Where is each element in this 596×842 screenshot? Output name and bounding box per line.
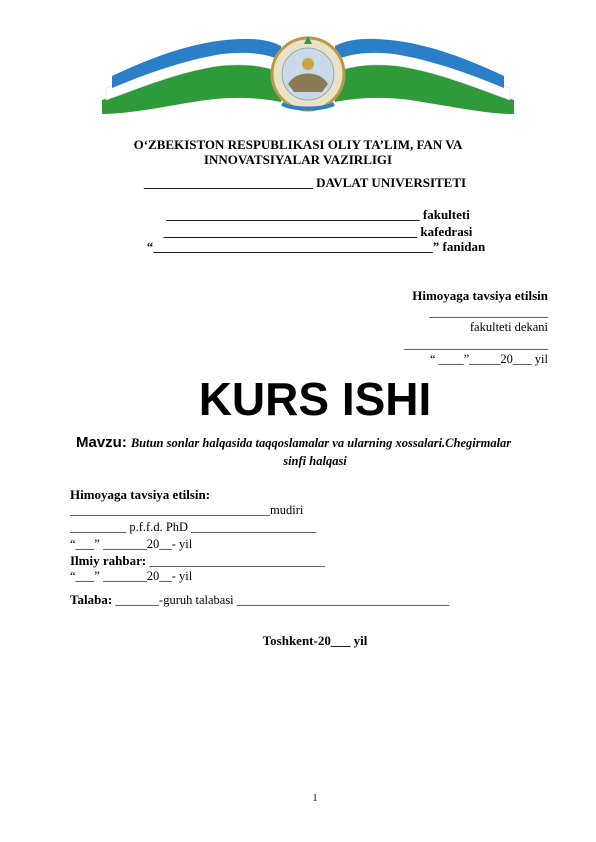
defense-date: “___” _______20__- yil [70, 537, 193, 551]
topic-line-1 [76, 434, 511, 452]
university-line: __________________________ DAVLAT UNIVERSITETI [143, 175, 467, 190]
phd-line: _________ p.f.f.d. PhD ____________________ [70, 520, 317, 534]
topic-line-2: sinfi halqasi [283, 454, 347, 468]
dean-signature-line: _______________________ [404, 337, 548, 351]
topic-label: Mavzu: [76, 434, 127, 451]
ministry-line-1: O‘ZBEKISTON RESPUBLIKASI OLIY TA’LIM, FAN VA [133, 137, 463, 152]
state-emblem-image [96, 30, 520, 114]
city-year: Toshkent-20___ yil [262, 633, 368, 648]
supervisor-row [70, 553, 325, 569]
supervisor-date: “___” _______20__- yil [70, 569, 193, 583]
supervisor-label: Ilmiy rahbar: [70, 553, 147, 568]
topic-text: Butun sonlar halqasida taqqoslamalar va ularning xossalari.Chegirmalar [130, 436, 512, 450]
department-head-line: ________________________________mudiri [70, 503, 304, 517]
approval-date: “ ____”_____20___ yil [429, 352, 548, 366]
supervisor-line: ___________________________ [146, 553, 325, 568]
approval-signature-line: ___________________ [429, 305, 548, 319]
faculty-line: _______________________________________ fakulteti [166, 207, 470, 222]
defense-heading: Himoyaga tavsiya etilsin: [70, 487, 211, 502]
ministry-line-2: INNOVATSIYALAR VAZIRLIGI [203, 152, 393, 167]
approval-heading: Himoyaga tavsiya etilsin [412, 288, 548, 303]
page-number: 1 [312, 793, 318, 804]
document-title: KURS ISHI [198, 373, 432, 425]
student-row [70, 592, 449, 608]
dean-label: fakulteti dekani [469, 320, 548, 334]
department-line: _______________________________________ kafedrasi [163, 224, 473, 239]
student-line: _______-guruh talabasi __________________________________ [112, 593, 450, 607]
subject-line: “___________________________________________” fanidan [146, 239, 486, 254]
student-label: Talaba: [70, 592, 113, 607]
